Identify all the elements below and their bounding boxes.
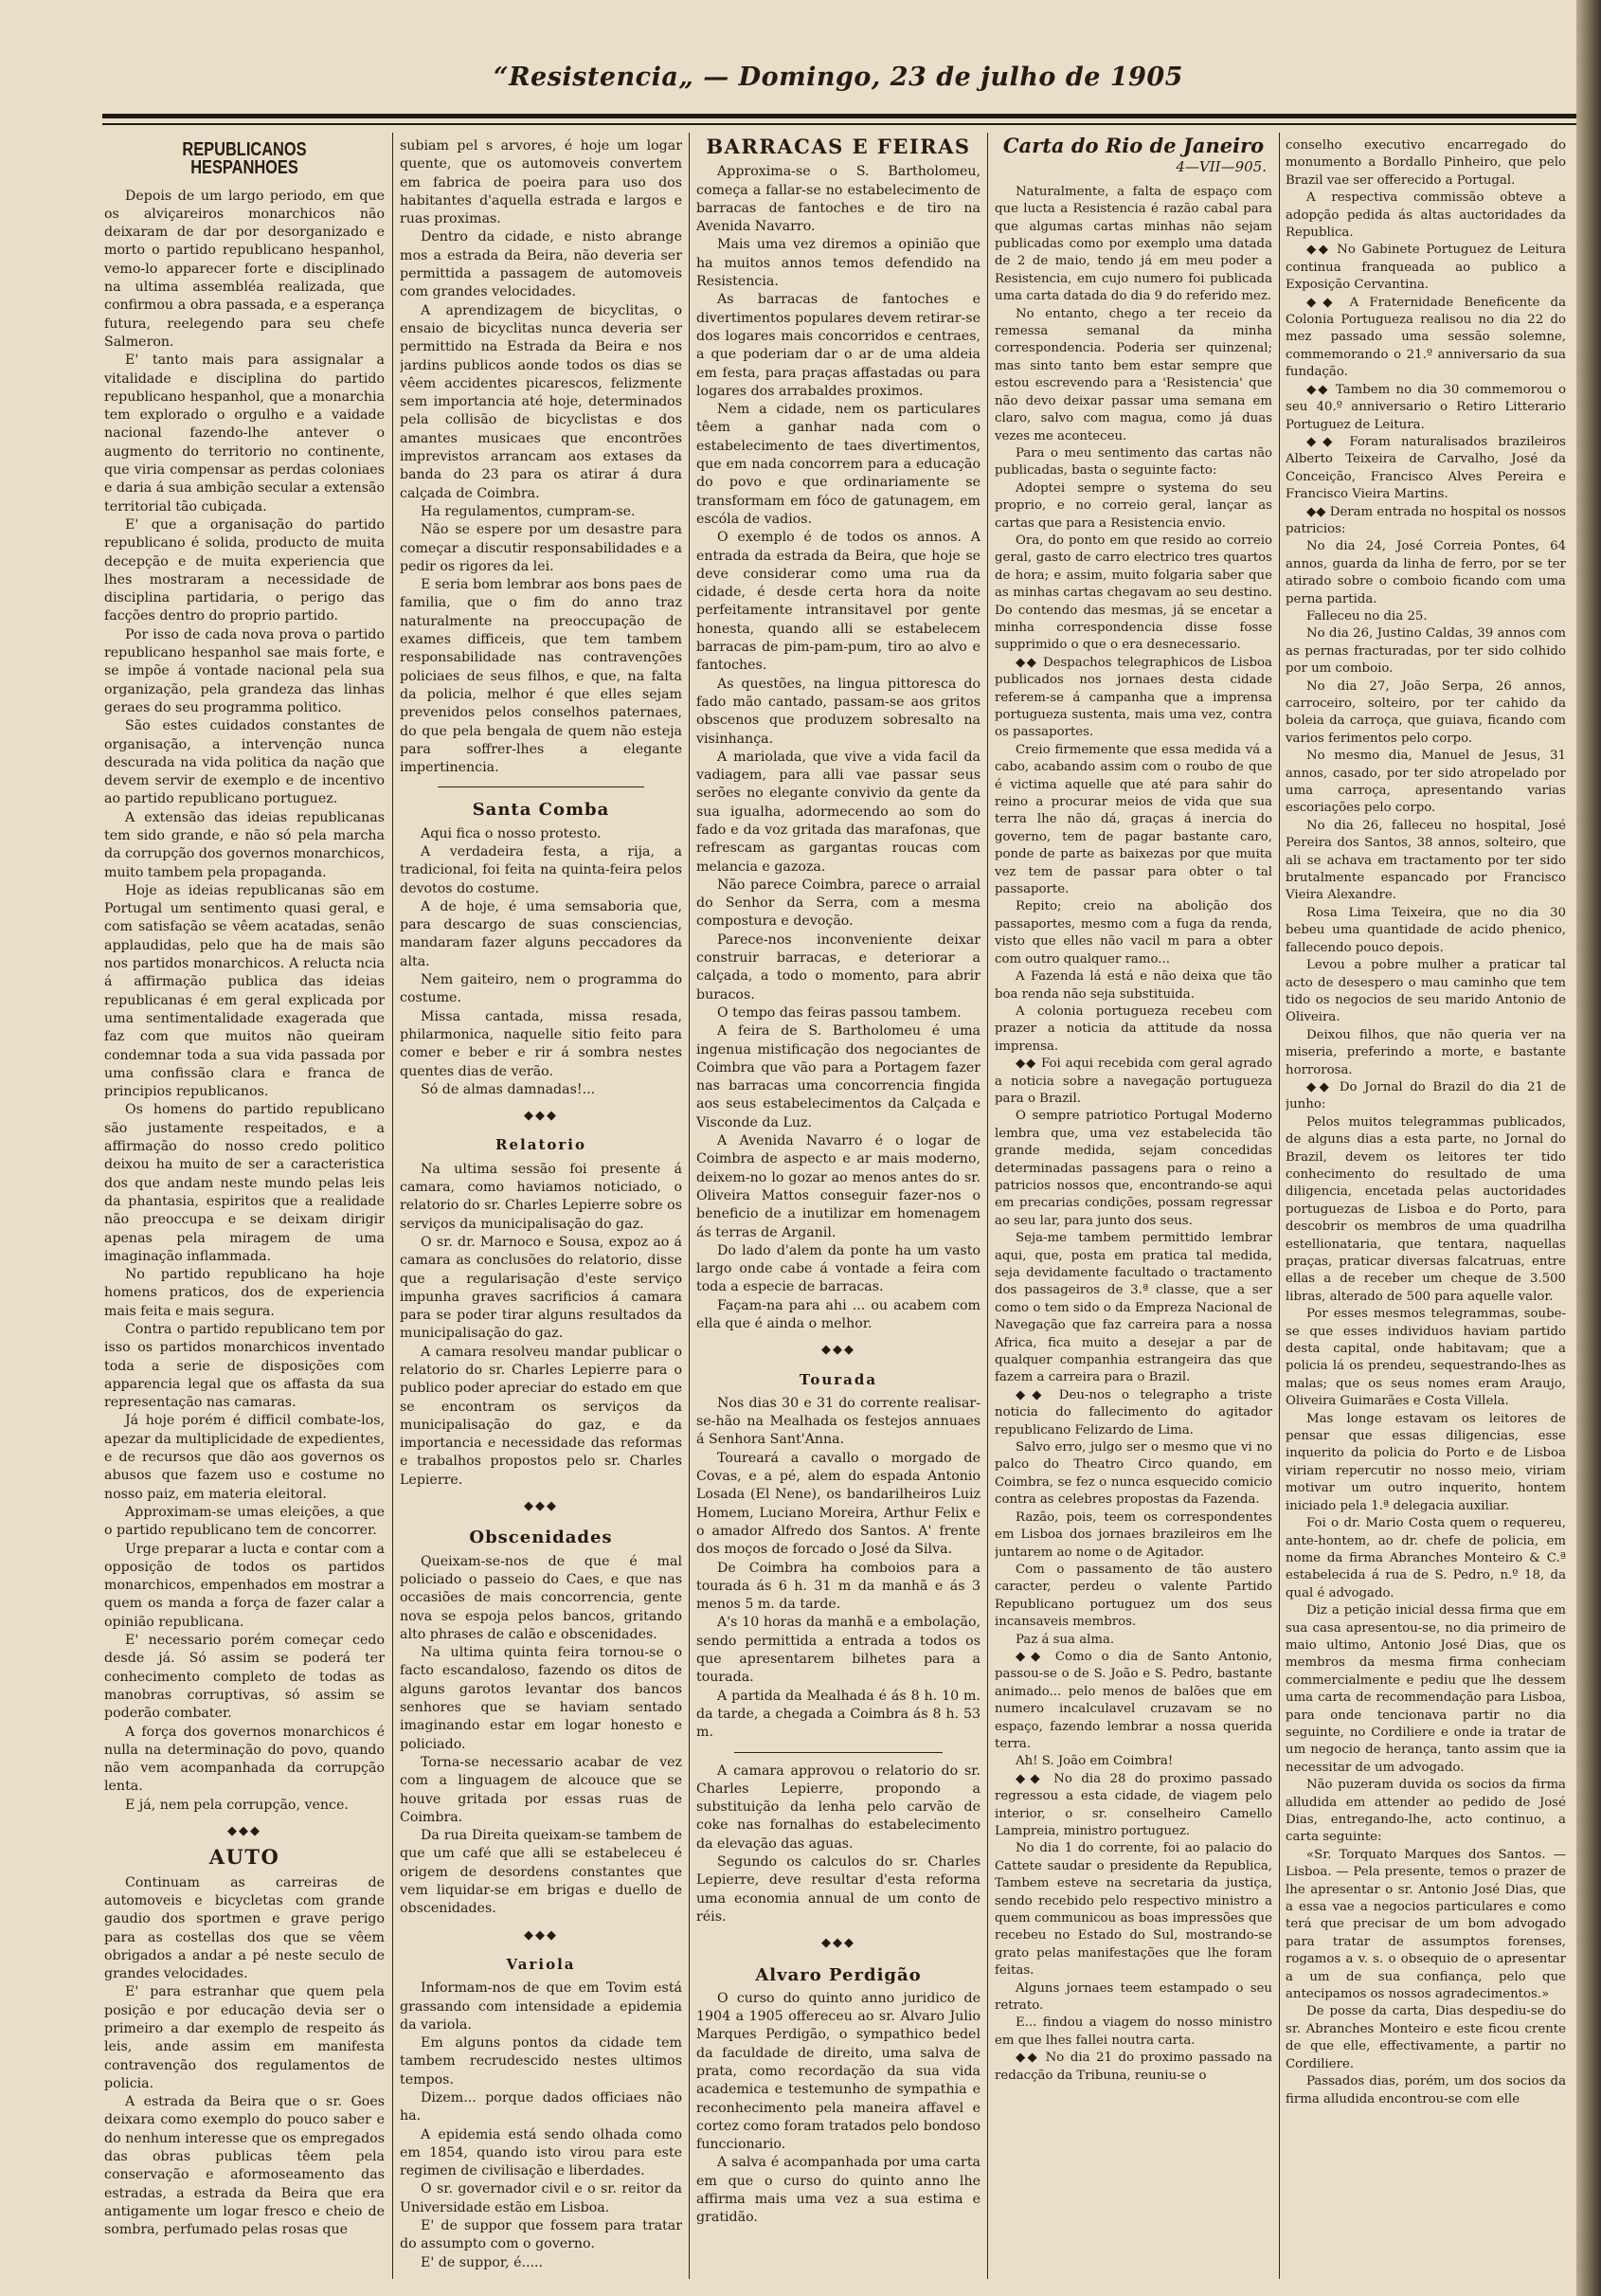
article-headline: Relatorio: [495, 1136, 586, 1154]
section-rule: [734, 1752, 943, 1753]
paragraph: E' que a organisação do partido republicano é solida, producto de muita decepção e de muita experiencia que lhes mostraram a necessidade de disciplina partidaria, o perigo das facções dentro do proprio partido.: [104, 516, 385, 624]
paragraph: Segundo os calculos do sr. Charles Lepierre, deve resultar d'esta reforma uma economia annual de um conto de réis.: [696, 1854, 980, 1925]
column-1: [104, 137, 385, 2279]
paragraph: Parece-nos inconveniente deixar construir barracas, e deteriorar a calçada, a todo o momento, para abrir buracos.: [696, 931, 980, 1003]
paragraph: Levou a pobre mulher a praticar tal acto de desespero o mau caminho que tem tido os negocios de seu marido Antonio de Oliveira.: [1286, 958, 1566, 1025]
article-headline: Carta do Rio de Janeiro: [1002, 137, 1265, 157]
paragraph: Da rua Direita queixam-se tambem de que um café que alli se estabeleceu é origem de desordens constantes que vem liquidar-se em brigas e duello de obscenidades.: [400, 1828, 682, 1917]
paragraph: Depois de um largo periodo, em que os alviçareiros monarchicos não deixaram de dar por desorganizado e morto o partido republicano hespanhol, vemo-lo apparecer forte e disciplinado na ultima assembléa realizada, que confirmou a obra passada, e a esperança futura, reelegendo para seu chefe Salmeron.: [104, 188, 385, 350]
paragraph: Do lado d'alem da ponte ha um vasto largo onde cabe á vontade a feira com toda a especie de barracas.: [696, 1242, 980, 1295]
paragraph: Informam-nos de que em Tovim está grassando com intensidade a epidemia da variola.: [400, 1980, 682, 2033]
paragraph: Urge preparar a lucta e contar com a opposição de todos os partidos monarchicos, empenhados em mostrar a quem os manda a força de fazer calar a opinião republicana.: [104, 1541, 385, 1630]
paragraph: A epidemia está sendo olhada como em 1854, quando isto virou para este regimen de civilisação e liberdades.: [400, 2126, 682, 2179]
article-headline: Alvaro Perdigão: [755, 1964, 922, 1985]
paragraph: Passados dias, porém, um dos socios da firma alludida encontrou-se com elle: [1286, 2074, 1566, 2106]
paragraph: Já hoje porém é difficil combate-los, apezar da multiplicidade de expedientes, e de recursos que dão aos governos os abusos que fazem uso e costume no nosso paiz, em materia eleitoral.: [104, 1413, 385, 1502]
paragraph: Nem a cidade, nem os particulares têem a ganhar nada com o estabelecimento de taes divertimentos, que em nada concorrem para a educação do povo e que ordinariamente se transformam em fóco de gatunagem, em escóla de vadios.: [696, 402, 980, 527]
paragraph: A Avenida Navarro é o logar de Coimbra de aspecto e ar mais moderno, deixem-no lo gozar ao menos antes do sr. Oliveira Mattos conseguir fazer-nos o beneficio de a inutilizar em homenagem ás terras de Arganil.: [696, 1133, 980, 1240]
paragraph: ◆◆ Foram naturalisados brazileiros Alberto Teixeira de Carvalho, José da Conceição, Francisco Alves Pereira e Francisco Vieira Martins.: [1286, 434, 1566, 502]
paragraph: No dia 24, José Correia Pontes, 64 annos, guarda da linha de ferro, por se ter atirado sobre o comboio ficando com uma perna partida.: [1286, 539, 1566, 606]
article-headline: Obscenidades: [469, 1528, 613, 1548]
paragraph: Falleceu no dia 25.: [1306, 608, 1428, 624]
dateline: 4—VII—905.: [1176, 158, 1267, 176]
paragraph: Só de almas damnadas!...: [421, 1081, 596, 1097]
paragraph: A de hoje, é uma semsaboria que, para descargo de suas consciencias, mandaram fazer alguns peccadores da alta.: [400, 898, 682, 969]
paragraph: Repito; creio na abolição dos passaportes, mesmo com a fuga da renda, visto que elles não vacil m para a obter com outro qualquer ramo...: [995, 899, 1272, 967]
article-headline: Tourada: [799, 1370, 878, 1388]
paragraph: O sr. governador civil e o sr. reitor da Universidade estão em Lisboa.: [400, 2181, 682, 2215]
paragraph: Os homens do partido republicano são justamente respeitados, e a affirmação do nosso credo politico deixou ha muito de ser a caracteristica dos que andam neste mundo pelas leis da phantasia, espiritos que a realidade não preoccupa e se deixam dirigir apenas pela miragem de uma imaginação inflammada.: [104, 1102, 385, 1264]
paragraph: A extensão das ideias republicanas tem sido grande, e não só pela marcha da corrupção dos governos monarchicos, muito tambem pela propaganda.: [104, 809, 385, 880]
paragraph: De Coimbra ha comboios para a tourada ás 6 h. 31 m da manhã e ás 3 menos 5 m. da tarde.: [696, 1560, 980, 1613]
paragraph: O curso do quinto anno juridico de 1904 a 1905 offereceu ao sr. Alvaro Julio Marques Perdigão, o sympathico bedel da faculdade de direito, uma salva de prata, como recordação da sua vida academica e testemunho de sympathia e reconhecimento pela maneira affavel e cortez como foram tratados pelo bondoso funccionario.: [696, 1990, 980, 2153]
paragraph: ◆◆ No dia 21 do proximo passado na redacção da Tribuna, reuniu-se o: [995, 2051, 1272, 2083]
ornament-divider: ◆◆◆: [524, 1927, 558, 1943]
paragraph: ◆◆ Como o dia de Santo Antonio, passou-se o de S. João e S. Pedro, bastante animado... pelo menos de balões que em numero incalculavel cruzavam se no espaço, fazendo lembrar a nossa querida terra.: [995, 1649, 1272, 1751]
paragraph: A camara approvou o relatorio do sr. Charles Lepierre, propondo a substituição da lenha pelo carvão de coke nas fornalhas do estabelecimento da elevação das aguas.: [696, 1763, 980, 1852]
article-headline: Variola: [506, 1955, 576, 1973]
paragraph: Continuam as carreiras de automoveis e bicycletas com grande gaudio dos sportmen e grave perigo para as costellas dos que se vêem obrigados a andar a pé neste seculo de grandes velocidades.: [104, 1874, 385, 1982]
paragraph: A força dos governos monarchicos é nulla na determinação do povo, quando não vem acompanhada da corrupção lenta.: [104, 1724, 385, 1795]
paragraph: A salva é acompanhada por uma carta em que o curso do quinto anno lhe affirma mais uma vez a sua estima e gratidão.: [696, 2155, 980, 2226]
paragraph: Mais uma vez diremos a opinião que ha muitos annos temos defendido na Resistencia.: [696, 237, 980, 290]
paragraph: Hoje as ideias republicanas são em Portugal um sentimento quasi geral, e com satisfação se vêem acatadas, senão applaudidas, pelo que ha de mais são nos partidos monarchicos. A relucta ncia á affirmação publica das ideias republicanas é em geral explicada por uma sentimentalidade exagerada que faz com que muitos não queiram condemnar toda a sua vida passada por uma confissão clara e franca de principios republicanos.: [104, 882, 385, 1100]
paragraph: ◆◆ Despachos telegraphicos de Lisboa publicados nos jornaes desta cidade referem-se á campanha que a imprensa portugueza sustenta, mais uma vez, contra os passaportes.: [995, 655, 1272, 740]
paragraph: A Fazenda lá está e não deixa que tão boa renda não seja substituida.: [995, 969, 1272, 1002]
paragraph: Dizem... porque dados officiaes não ha.: [400, 2089, 682, 2124]
paragraph: ◆◆ No dia 28 do proximo passado regressou a esta cidade, de viagem pelo interior, o sr. conselheiro Camello Lampreia, ministro portuguez.: [995, 1771, 1272, 1838]
paragraph: Ah! S. João em Coimbra!: [1016, 1754, 1174, 1769]
ornament-divider: ◆◆◆: [821, 1936, 855, 1951]
paragraph: Mas longe estavam os leitores de pensar que essas diligencias, esse inquerito da policia do Porto e de Lisboa viriam repercutir no nosso meio, viriam motivar um outro inquerito, hontem iniciado pela 1.ª delegacia auxiliar.: [1286, 1411, 1566, 1513]
paragraph: Aqui fica o nosso protesto.: [421, 825, 602, 841]
paragraph: O tempo das feiras passou tambem.: [717, 1004, 962, 1021]
paragraph: Contra o partido republicano tem por isso os partidos monarchicos inventado toda a serie de disposições com apparencia legal que os affasta da sua representação nas camaras.: [104, 1322, 385, 1411]
paragraph: Nos dias 30 e 31 do corrente realisar-se-hão na Mealhada os festejos annuaes á Senhora Sant'Anna.: [696, 1395, 980, 1448]
paragraph: Missa cantada, missa resada, philarmonica, naquelle sitio feito para comer e beber e rir á sombra nestes quentes dias de verão.: [400, 1008, 682, 1079]
paragraph: No dia 27, João Serpa, 26 annos, carroceiro, solteiro, por ter cahido da boleia da carroça, que guiava, ficando com varios ferimentos pelo corpo.: [1286, 678, 1566, 746]
paragraph: O sempre patriotico Portugal Moderno lembra que, uma vez estabelecida tão grande medida, sejam concedidas determinadas passagens para o reino a patricios nossos que, encontrando-se aqui em precarias condições, possam regressar ao seu lar, para junto dos seus.: [995, 1109, 1272, 1228]
paragraph: Não parece Coimbra, parece o arraial do Senhor da Serra, com a mesma compostura e devoção.: [696, 877, 980, 930]
paragraph: A aprendizagem de bicyclitas, o ensaio de bicyclitas nunca deveria ser permittido na Estrada da Beira e nos jardins publicos aonde todos os dias se vêem accidentes picarescos, felizmente sem importancia até hoje, determinados pela collisão de bicyclistas e dos amantes musicaes que encontrões imprevistos arrancam aos extases da banda do 23 para os atirar á dura calçada de Coimbra.: [400, 302, 682, 501]
column-separator: [689, 133, 690, 2279]
paragraph: O sr. dr. Marnoco e Sousa, expoz ao á camara as conclusões do relatorio, disse que a regularisação d'este serviço impunha graves sacrificios á camara para se poder tirar alguns resultados da municipalisação do gaz.: [400, 1234, 682, 1342]
paragraph: ◆◆ Deram entrada no hospital os nossos patricios:: [1286, 504, 1566, 536]
paragraph: Dentro da cidade, e nisto abrange mos a estrada da Beira, não deveria ser permittida a passagem de automoveis com grandes velocidades.: [400, 229, 682, 300]
paragraph: ◆◆ Foi aqui recebida com geral agrado a noticia sobre a navegação portugueza para o Brazil.: [995, 1057, 1272, 1106]
paragraph: A feira de S. Bartholomeu é uma ingenua mistificação dos negociantes de Coimbra que vão para a Portagem fazer nas barracas uma concorrencia fingida aos seus estabelecimentos da Calçada e Visconde da Luz.: [696, 1023, 980, 1130]
paragraph: Foi o dr. Mario Costa quem o requereu, ante-hontem, ao dr. chefe de policia, em nome da firma Abranches Monteiro & C.ª estabelecida á rua de S. Pedro, n.º 18, da qual é advogado.: [1286, 1516, 1566, 1600]
column-separator: [987, 133, 988, 2279]
paragraph: Razão, pois, teem os correspondentes em Lisboa dos jornaes brazileiros em lhe juntarem ao nome o de Agitador.: [995, 1510, 1272, 1560]
paragraph: E... findou a viagem do nosso ministro em que lhes fallei noutra carta.: [995, 2016, 1272, 2048]
paragraph: Nem gaiteiro, nem o programma do costume.: [400, 972, 682, 1006]
paragraph: E' necessario porém começar cedo desde já. Só assim se poderá ter conhecimento completo de todas as manobras corruptivas, só assim se poderão combater.: [104, 1633, 385, 1722]
paragraph: Toureará a cavallo o morgado de Covas, e a pé, alem do espada Antonio Losada (El Nene), os bandarilheiros Luiz Homem, Luciano Moreira, Arthur Felix e o amador Alfredo dos Santos. A' frente dos moços de forcado o José da Silva.: [696, 1450, 980, 1558]
paragraph: Adoptei sempre o systema do seu proprio, e no correio geral, lançar as cartas que para a Resistencia envio.: [995, 480, 1272, 531]
paragraph: ◆◆ No Gabinete Portuguez de Leitura continua franqueada ao publico a Exposição Cervantina.: [1286, 243, 1566, 293]
paragraph: São estes cuidados constantes de organisação, a intervenção nunca descurada na vida politica da nação que devem servir de exemplo e de incentivo ao partido republicano portuguez.: [104, 718, 385, 807]
article-headline: AUTO: [208, 1845, 280, 1870]
column-2: [400, 137, 682, 2279]
paragraph: Na ultima quinta feira tornou-se o facto escandaloso, fazendo os ditos de alguns garotos levantar dos bancos senhores que se haviam sentado imaginando estar em logar honesto e policiado.: [400, 1645, 682, 1752]
paragraph: A respectiva commissão obteve a adopção pedida ás altas auctoridades da Republica.: [1286, 190, 1566, 241]
paragraph: A partida da Mealhada é ás 8 h. 10 m. da tarde, a chegada a Coimbra ás 8 h. 53 m.: [696, 1688, 980, 1741]
paragraph: E' de suppor que fossem para tratar do assumpto com o governo.: [400, 2218, 682, 2252]
paragraph: No partido republicano ha hoje homens praticos, dos de experiencia mais feita e mais segura.: [104, 1267, 385, 1319]
paragraph: Deixou filhos, que não queria ver na miseria, preferindo a morte, e bastante horrorosa.: [1286, 1027, 1566, 1077]
page-binding-edge: [1576, 0, 1601, 2296]
column-3: [696, 137, 980, 2279]
paragraph: No dia 26, falleceu no hospital, José Pereira dos Santos, 38 annos, solteiro, que ali se achava em tractamento por ter sido brutalmente espancado por Francisco Vieira Alexandre.: [1286, 818, 1566, 903]
paragraph: Na ultima sessão foi presente á camara, como haviamos noticiado, o relatorio do sr. Charles Lepierre sobre os serviços da municipalisação do gaz.: [400, 1161, 682, 1232]
paragraph: Por esses mesmos telegrammas, soube-se que esses individuos haviam partido desta capital, onde habitavam; que a policia lá os prendeu, sequestrando-lhes as malas; que os seus nomes eram Araujo, Oliveira Guimarães e Costa Villela.: [1286, 1307, 1566, 1409]
article-headline: REPUBLICANOS HESPANHOES: [182, 139, 307, 179]
paragraph: O exemplo é de todos os annos. A entrada da estrada da Beira, que hoje se deve considerar como uma rua da cidade, é desde certa hora da noite perfeitamente intransitavel por gente honesta, quando alli se estabelecem barracas de pim-pam-pum, tiro ao alvo e fantoches.: [696, 530, 980, 674]
paragraph: E' tanto mais para assignalar a vitalidade e disciplina do partido republicano hespanhol, que a monarchia tem explorado o orgulho e a vaidade nacional fazendo-lhe antever o augmento do territorio no continente, que viria compensar as perdas coloniaes e daria á sua ambição secular a extensão territorial tão cubiçada.: [104, 353, 385, 515]
paragraph: De posse da carta, Dias despediu-se do sr. Abranches Monteiro e este ficou crente de que elle, effectivamente, a partir no Cordiliere.: [1286, 2004, 1566, 2071]
paragraph: A colonia portugueza recebeu com prazer a noticia da attitude da nossa imprensa.: [995, 1003, 1272, 1054]
paragraph: As questões, na lingua pittoresca do fado mão cantado, passam-se aos gritos obscenos que produzem sobresalto na visinhança.: [696, 676, 980, 747]
masthead-rule: [102, 114, 1576, 118]
paragraph: Para o meu sentimento das cartas não publicadas, basta o seguinte facto:: [995, 445, 1272, 479]
column-separator: [1279, 133, 1280, 2279]
paragraph: Queixam-se-nos de que é mal policiado o passeio do Caes, e que nas occasiões de mais concorrencia, gente nova se espoja pelos bancos, gritando alto phrases de calão e obscenidades.: [400, 1553, 682, 1642]
paragraph: subiam pel s arvores, é hoje um logar quente, que os automoveis convertem em fabrica de poeira para uso dos habitantes d'aquella estrada e largos e ruas proximas.: [400, 138, 682, 227]
paragraph: Approxima-se o S. Bartholomeu, começa a fallar-se no estabelecimento de barracas de fantoches e de tiro na Avenida Navarro.: [696, 164, 980, 235]
ornament-divider: ◆◆◆: [524, 1499, 558, 1514]
paragraph: Diz a petição inicial dessa firma que em sua casa apresentou-se, no dia primeiro de maio ultimo, Antonio José Dias, que os membros da mesma firma conheciam commercialmente e pediu que lhe dessem uma carta de recommendação para Lisboa, para onde tencionava partir no dia seguinte, no Cordiliere e onde ia tratar de um negocio de herança, tanto assim que ia necessitar de um advogado.: [1286, 1603, 1566, 1775]
paragraph: E' para estranhar que quem pela posição e por educação devia ser o primeiro a dar exemplo de respeito ás leis, ande assim em manifesta contravenção dos regulamentos de policia.: [104, 1984, 385, 2091]
paragraph: No dia 1 do corrente, foi ao palacio do Cattete saudar o presidente da Republica, Tambem esteve na secretaria da justiça, sendo recebido pelo respectivo ministro a quem communicou as boas impressões que recebeu no Estado do Sul, mostrando-se grato pelas manifestações que lhe foram feitas.: [995, 1841, 1272, 1979]
paragraph: ◆◆ Tambem no dia 30 commemorou o seu 40.º anniversario o Retiro Litterario Portuguez de Leitura.: [1286, 382, 1566, 432]
paragraph: Creio firmemente que essa medida vá a cabo, acabando assim com o roubo de que é victima aquelle que até para sahir do reino a procurar meios de vida que sua terra lhe não dá, graças á inercia do governo, tem de pagar bastante caro, ponde de parte as baixezas por que muita vez tem de passar para obter o tal passaporte.: [995, 742, 1272, 897]
paragraph: Com o passamento de tão austero caracter, perdeu o valente Partido Republicano portuguez um dos seus incansaveis membros.: [995, 1562, 1272, 1630]
paragraph: Rosa Lima Teixeira, que no dia 30 bebeu uma quantidade de acido phenico, fallecendo pouco depois.: [1286, 905, 1566, 955]
column-5: [1286, 137, 1566, 2279]
column-4: [995, 137, 1272, 2279]
paragraph: Naturalmente, a falta de espaço com que lucta a Resistencia é razão cabal para que algumas cartas minhas não sejam publicadas como por exemplo uma datada de 2 de maio, tendo já em meu poder a Resistencia, em cujo numero foi publicada uma carta datada do dia 9 do referido mez.: [995, 184, 1272, 304]
paragraph: A's 10 horas da manhã e a embolação, sendo permittida a entrada a todos os que apresentarem bilhetes para a tourada.: [696, 1615, 980, 1686]
paragraph: ◆◆ Do Jornal do Brazil do dia 21 de junho:: [1286, 1079, 1566, 1112]
paragraph: No entanto, chego a ter receio da remessa semanal da minha correspondencia. Poderia ser quinzenal; mas sinto tanto bem estar sempre que estou escrevendo para a 'Resistencia' que não devo deixar passar uma semana em claro, salvo com magua, como já duas vezes me aconteceu.: [995, 306, 1272, 443]
paragraph: Não puzeram duvida os socios da firma alludida em attender ao pedido de José Dias, entregando-lhe, acto continuo, a carta seguinte:: [1286, 1778, 1566, 1845]
paragraph: No mesmo dia, Manuel de Jesus, 31 annos, casado, por ter sido atropelado por uma carroça, apresentando varias escoriações pelo corpo.: [1286, 749, 1566, 816]
masthead-rule-thin: [102, 123, 1576, 125]
paragraph: E já, nem pela corrupção, vence.: [125, 1797, 349, 1813]
paragraph: Ora, do ponto em que resido ao correio geral, gasto de carro electrico tres quartos de hora; e assim, muito folgaria saber que as minhas cartas chegavam ao seu destino. Do contendo das mesmas, já se encetar a minha correspondencia disse fosse supprimido o que o era desnecessario.: [995, 533, 1272, 653]
article-headline: Santa Comba: [472, 800, 610, 821]
paragraph: Seja-me tambem permittido lembrar aqui, que, posta em pratica tal medida, seja devidamente facultado o tractamento dos passageiros de 3.ª classe, que a ser como o tem sido o da Empreza Nacional de Navegação que faz carreira para a nossa Africa, fica muito a desejar a par de qualquer companhia estrangeira das que fazem a carreira para o Brazil.: [995, 1231, 1272, 1385]
section-rule: [438, 786, 644, 787]
column-separator: [392, 133, 393, 2279]
paragraph: ◆◆ A Fraternidade Beneficente da Colonia Portugueza realisou no dia 22 do mez passado uma sessão solemne, commemorando o 21.º anniversario da sua fundação.: [1286, 295, 1566, 380]
paragraph: «Sr. Torquato Marques dos Santos. — Lisboa. — Pela presente, temos o prazer de lhe apresentar o sr. Antonio José Dias, que a essa vae a negocios particulares e como terá que precisar de um bom advogado para tratar de assumptos forenses, rogamos a v. s. o obsequio de o apresentar a um de sua confiança, pelo que antecipamos os nossos agradecimentos.»: [1286, 1847, 1566, 2002]
masthead: “Resistencia„ — Domingo, 23 de julho de 1905: [494, 63, 1183, 92]
article-headline: BARRACAS E FEIRAS: [706, 137, 971, 158]
paragraph: A camara resolveu mandar publicar o relatorio do sr. Charles Lepierre para o publico poder apreciar do estado em que se encontram os serviços da municipalisação do gaz, e da importancia e necessidade das reformas e trabalhos propostos pelo sr. Charles Lepierre.: [400, 1344, 682, 1488]
paragraph: ◆◆ Deu-nos o telegrapho a triste noticia do fallecimento do agitador republicano Felizardo de Lima.: [995, 1387, 1272, 1437]
paragraph: Paz á sua alma.: [1016, 1632, 1115, 1647]
paragraph: E seria bom lembrar aos bons paes de familia, que o fim do anno traz naturalmente na preoccupação de exames difficeis, que tem tambem responsabilidade nas contravenções policiaes de seus filhos, e que, na falta da policia, melhor é que elles sejam prevenidos pelos conselhos paternaes, do que pela bengala de quem não esteja para soffrer-lhes a elegante impertinencia.: [400, 577, 682, 776]
paragraph: Por isso de cada nova prova o partido republicano hespanhol sae mais forte, e se impõe á vontade nacional pela sua organização, pela grandeza das linhas geraes do seu programma politico.: [104, 626, 385, 715]
ornament-divider: ◆◆◆: [821, 1343, 855, 1358]
paragraph: conselho executivo encarregado do monumento a Bordallo Pinheiro, que pelo Brazil vae ser offerecido a Portugal.: [1286, 138, 1566, 188]
paragraph: Alguns jornaes teem estampado o seu retrato.: [995, 1980, 1272, 2014]
paragraph: Pelos muitos telegrammas publicados, de alguns dias a esta parte, no Jornal do Brazil, devem os leitores ter tido conhecimento do resultado de uma diligencia, encetada pelas auctoridades portuguezas de Lisboa e do Porto, para descobrir os membros de uma quadrilha estellionataria, que tentara, naquellas praças, praticar diversas falcatruas, entre ellas a de receber um cheque de 3.500 libras, alterado de 500 para aquelle valor.: [1286, 1114, 1566, 1304]
paragraph: E' de suppor, é.....: [421, 2254, 544, 2270]
paragraph: Não se espere por um desastre para começar a discutir responsabilidades e a pedir os rigores da lei.: [400, 522, 682, 574]
paragraph: Façam-na para ahi ... ou acabem com ella que é ainda o melhor.: [696, 1297, 980, 1331]
paragraph: No dia 26, Justino Caldas, 39 annos com as pernas fracturadas, por ter sido colhido por um comboio.: [1286, 626, 1566, 677]
paragraph: Em alguns pontos da cidade tem tambem recrudescido nestes ultimos tempos.: [400, 2035, 682, 2088]
ornament-divider: ◆◆◆: [227, 1824, 261, 1839]
paragraph: Ha regulamentos, cumpram-se.: [421, 503, 636, 519]
paragraph: As barracas de fantoches e divertimentos populares devem retirar-se dos logares mais concorridos e centraes, a que poderiam dar o ar de uma aldeia em festa, para praças affastadas ou para logares dos arrabaldes proximos.: [696, 292, 980, 399]
paragraph: Torna-se necessario acabar de vez com a linguagem de alcouce que se houve gritada por essas ruas de Coimbra.: [400, 1754, 682, 1825]
paragraph: Salvo erro, julgo ser o mesmo que vi no palco do Theatro Circo quando, em Coimbra, se fez o nunca esquecido comicio contra as celebres propostas da Fazenda.: [995, 1440, 1272, 1508]
ornament-divider: ◆◆◆: [524, 1109, 558, 1124]
paragraph: Approximam-se umas eleições, a que o partido republicano tem de concorrer.: [104, 1504, 385, 1539]
paragraph: A mariolada, que vive a vida facil da vadiagem, para alli vae passar seus serões no elegante convivio da gente da sua igualha, adormecendo ao som do fado e da voz gritada das marafonas, que refrescam as gargantas roucas com melancia e gazoza.: [696, 749, 980, 875]
paragraph: A verdadeira festa, a rija, a tradicional, foi feita na quinta-feira pelos devotos do costume.: [400, 843, 682, 896]
paragraph: A estrada da Beira que o sr. Goes deixara como exemplo do pouco saber e do nenhum interesse que os empregados das obras publicas têem pela conservação e aformoseamento das estradas, a estrada da Beira que era antigamente um logar fresco e cheio de sombra, perfumado pelas rosas que: [104, 2094, 385, 2238]
